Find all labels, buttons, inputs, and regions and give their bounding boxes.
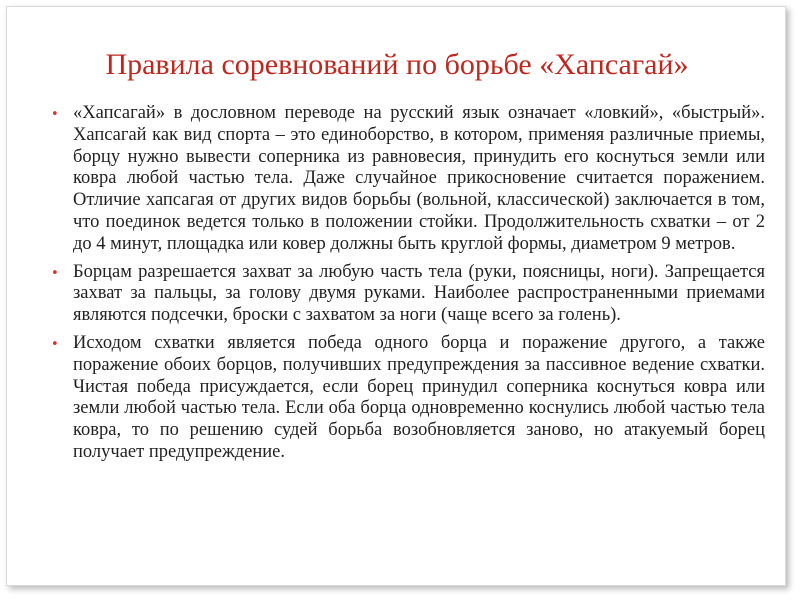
slide bbox=[6, 6, 786, 586]
bullet-text: «Хапсагай» в дословном переводе на русский язык означает «ловкий», «быстрый». Хапсагай как вид спорта – это единоборство, в котором, применяя различные приемы, борцу нужно вывести соперника из равновесия, принудить его коснуться земли или ковра любой частью тела. Даже случайное прикосновение считается поражением. Отличие хапсагая от других видов борьбы (вольной, классической) заключается в том, что поединок ведется только в положении стойки. Продолжительность схватки – от 2 до 4 минут, площадка или ковер должны быть круглой формы, диаметром 9 метров. bbox=[73, 103, 765, 254]
bullet-item bbox=[51, 333, 765, 464]
slide-title: Правила соревнований по борьбе «Хапсагай» bbox=[105, 48, 689, 81]
bullet-item bbox=[51, 103, 765, 256]
bullet-item bbox=[51, 262, 765, 327]
bullet-dot-icon: • bbox=[51, 265, 59, 281]
bullet-list bbox=[51, 103, 765, 470]
bullet-text: Исходом схватки является победа одного борца и поражение другого, а также поражение обоих борцов, получивших предупреждения за пассивное ведение схватки. Чистая победа присуждается, если борец принудил соперника коснуться ковра или земли любой частью тела. Если оба борца одновременно коснулись любой частью тела ковра, то по решению судей борьба возобновляется заново, но атакуемый борец получает предупреждение. bbox=[73, 332, 765, 462]
bullet-text: Борцам разрешается захват за любую часть тела (руки, поясницы, ноги). Запрещается захват за пальцы, за голову двумя руками. Наиболее распространенными приемами являются подсечки, броски с захватом за ноги (чаще всего за голень). bbox=[73, 261, 765, 326]
bullet-dot-icon: • bbox=[51, 107, 59, 122]
bullet-dot-icon: • bbox=[51, 336, 59, 352]
